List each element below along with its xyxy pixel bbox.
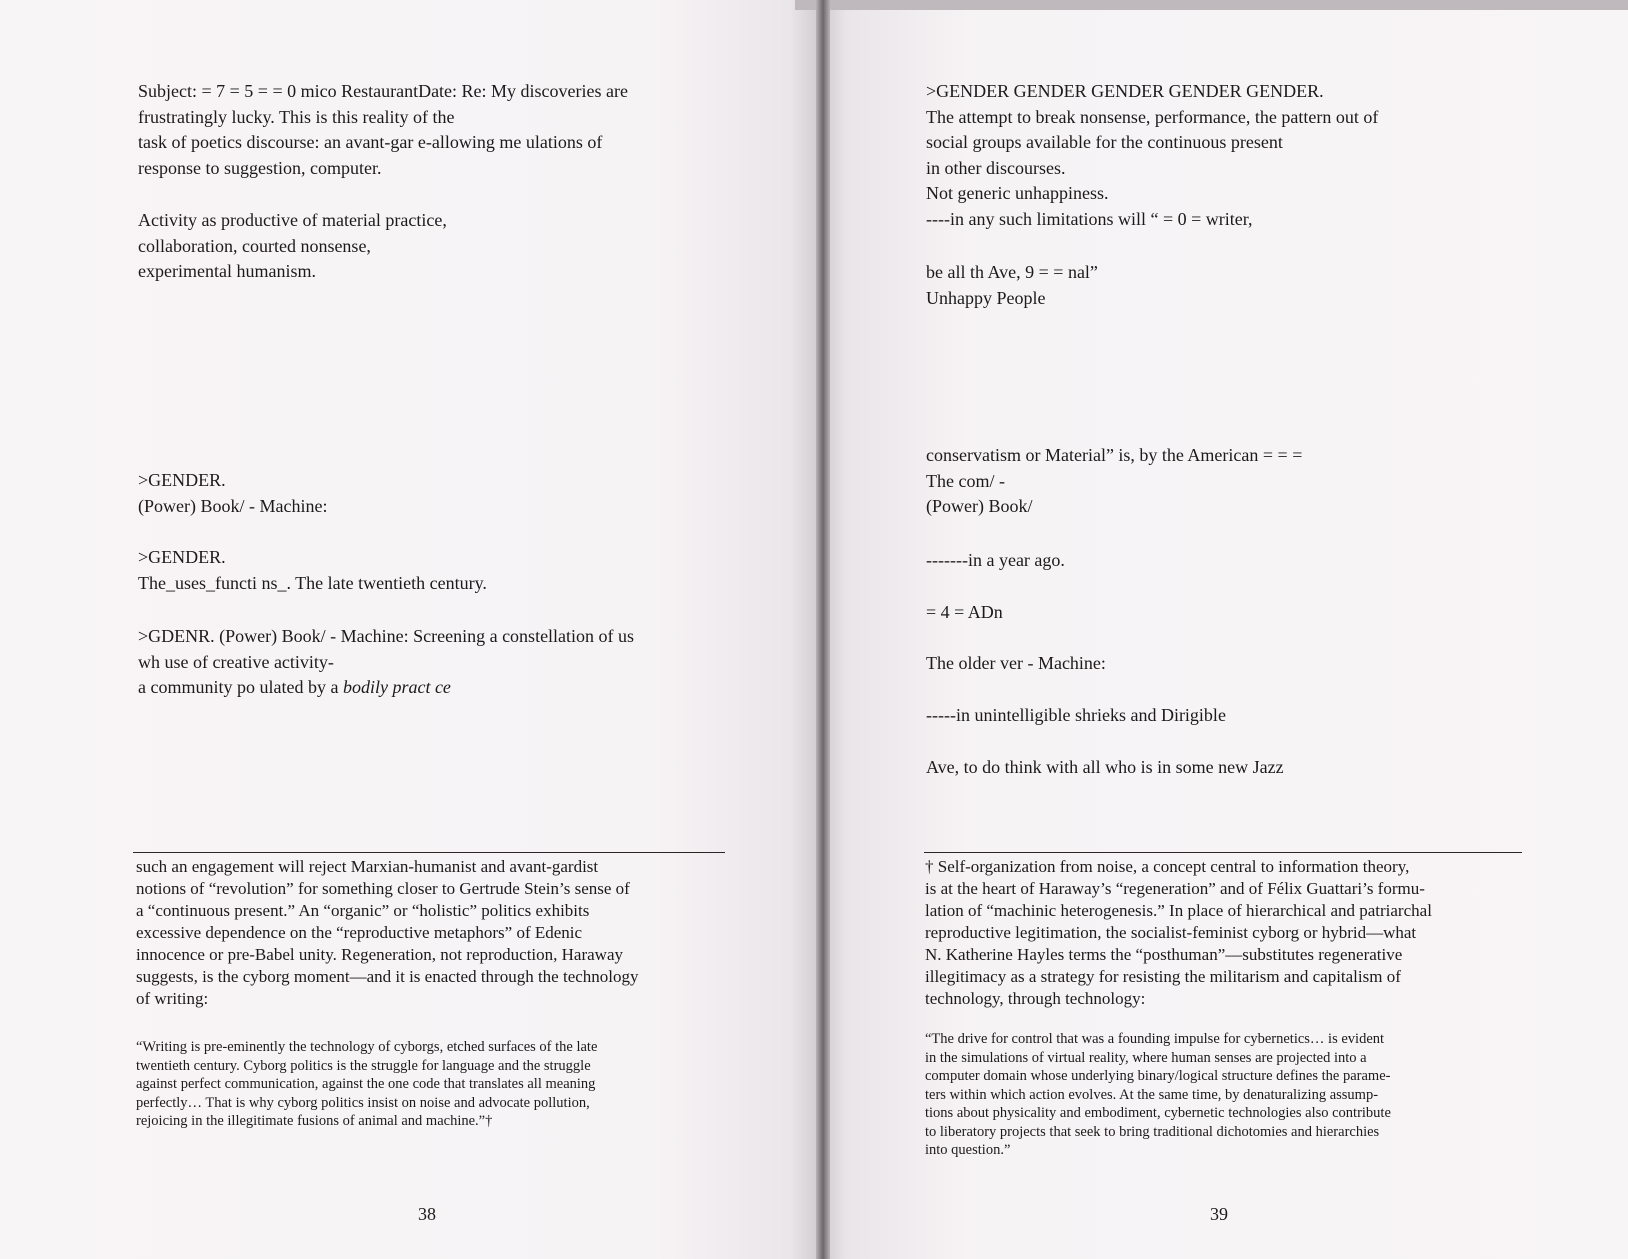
page-edge-shadow: [795, 0, 1628, 10]
right-block-quote: [925, 1030, 1391, 1160]
text-line: The older ver - Machine:: [926, 653, 1106, 673]
text-line: Ave, to do think with all who is in some new Jazz: [926, 757, 1284, 777]
quote-line: against perfect communication, against the one code that translates all meaning: [136, 1076, 596, 1092]
right-line-adn: [926, 600, 1003, 626]
footnote-line: illegitimacy as a strategy for resisting the militarism and capitalism of: [925, 967, 1401, 986]
text-line: The com/ -: [926, 470, 1005, 491]
right-paragraph-unhappy: [926, 260, 1098, 311]
footnote-line: is at the heart of Haraway’s “regeneration” and of Félix Guattari’s formu-: [925, 879, 1425, 898]
footnote-rule: [924, 852, 1522, 853]
text-line: (Power) Book/ - Machine:: [138, 495, 328, 516]
quote-line: tions about physicality and embodiment, cybernetic technologies also contribute: [925, 1105, 1391, 1121]
quote-line: rejoicing in the illegitimate fusions of animal and machine.”†: [136, 1113, 493, 1129]
text-line: >GDENR. (Power) Book/ - Machine: Screening a constellation of us: [138, 626, 635, 646]
quote-line: in the simulations of virtual reality, where human senses are projected into a: [925, 1049, 1367, 1066]
text-line: conservatism or Material” is, by the American = = =: [926, 445, 1303, 465]
quote-line: to liberatory projects that seek to bring traditional dichotomies and hierarchies: [925, 1123, 1380, 1140]
text-fragment: a community po ulated by a: [138, 677, 343, 697]
text-line: >GENDER.: [138, 547, 226, 567]
right-paragraph-gender: [926, 79, 1378, 232]
left-paragraph-subject: [138, 79, 628, 181]
text-line: Not generic unhappiness.: [926, 183, 1109, 203]
footnote-line: reproductive legitimation, the socialist-feminist cyborg or hybrid—what: [925, 923, 1417, 942]
text-line: >GENDER.: [138, 470, 226, 490]
text-line: response to suggestion, computer.: [138, 157, 382, 178]
footnote-line: † Self-organization from noise, a concept central to information theory,: [925, 857, 1410, 876]
book-gutter: [816, 0, 830, 1259]
footnote-line: N. Katherine Hayles terms the “posthuman”—substitutes regenerative: [925, 945, 1403, 964]
right-line-year: [926, 548, 1065, 574]
text-line: The attempt to break nonsense, performance, the pattern out of: [926, 106, 1379, 127]
right-line-shrieks: [926, 703, 1226, 729]
text-line: (Power) Book/: [926, 496, 1033, 516]
text-line: wh use of creative activity-: [138, 651, 334, 672]
text-line: Subject: = 7 = 5 = = 0 mico RestaurantDate: Re: My discoveries are: [138, 81, 628, 101]
footnote-line: lation of “machinic heterogenesis.” In place of hierarchical and patriarchal: [925, 901, 1432, 920]
right-line-older: [926, 651, 1106, 677]
left-paragraph-gender-one: [138, 468, 327, 519]
text-line: -----in unintelligible shrieks and Dirigible: [926, 705, 1226, 725]
text-line: Activity as productive of material practice,: [138, 210, 447, 230]
text-line-italic-ending: [138, 675, 634, 701]
text-line: collaboration, courted nonsense,: [138, 235, 371, 256]
text-line: social groups available for the continuous present: [926, 132, 1283, 152]
footnote-line: notions of “revolution” for something closer to Gertrude Stein’s sense of: [136, 879, 630, 898]
footnote-line: excessive dependence on the “reproductive metaphors” of Edenic: [136, 923, 583, 942]
quote-line: twentieth century. Cyborg politics is the struggle for language and the struggle: [136, 1057, 591, 1074]
page-number: 39: [1210, 1204, 1228, 1224]
right-paragraph-conservatism: [926, 443, 1302, 520]
text-line: frustratingly lucky. This is this reality of the: [138, 106, 455, 127]
italic-phrase: bodily pract ce: [342, 677, 451, 697]
right-footnote: [925, 856, 1432, 1010]
text-line: Unhappy People: [926, 287, 1046, 308]
text-line: ----in any such limitations will “ = 0 = writer,: [926, 208, 1253, 229]
quote-line: perfectly… That is why cyborg politics insist on noise and advocate pollution,: [136, 1094, 590, 1111]
left-footnote: [136, 856, 639, 1010]
footnote-line: of writing:: [136, 989, 209, 1008]
footnote-line: such an engagement will reject Marxian-humanist and avant-gardist: [136, 857, 599, 876]
quote-line: “The drive for control that was a founding impulse for cybernetics… is evident: [925, 1031, 1385, 1047]
text-line: in other discourses.: [926, 157, 1066, 178]
text-line: task of poetics discourse: an avant-gar e-allowing me ulations of: [138, 132, 603, 152]
quote-line: ters within which action evolves. At the same time, by denaturalizing assump-: [925, 1086, 1379, 1103]
quote-line: computer domain whose underlying binary/logical structure defines the parame-: [925, 1068, 1391, 1084]
right-line-jazz: [926, 755, 1284, 781]
quote-line: “Writing is pre-eminently the technology of cyborgs, etched surfaces of the late: [136, 1039, 598, 1055]
text-line: The_uses_functi ns_. The late twentieth century.: [138, 572, 487, 593]
footnote-rule: [133, 852, 725, 853]
footnote-line: innocence or pre-Babel unity. Regeneration, not reproduction, Haraway: [136, 945, 623, 964]
footnote-line: suggests, is the cyborg moment—and it is enacted through the technology: [136, 967, 639, 986]
text-line: experimental humanism.: [138, 261, 316, 281]
text-line: = 4 = ADn: [926, 602, 1003, 622]
text-line: -------in a year ago.: [926, 550, 1065, 570]
page-number: 38: [418, 1204, 436, 1224]
left-paragraph-gender-two: [138, 545, 487, 596]
text-line: be all th Ave, 9 = = nal”: [926, 262, 1098, 282]
text-line: >GENDER GENDER GENDER GENDER GENDER.: [926, 81, 1324, 101]
right-page: [822, 0, 1628, 1259]
quote-line: into question.”: [925, 1142, 1011, 1158]
footnote-line: a “continuous present.” An “organic” or “holistic” politics exhibits: [136, 901, 590, 920]
left-paragraph-activity: [138, 208, 447, 285]
footnote-line: technology, through technology:: [925, 989, 1146, 1008]
left-block-quote: [136, 1038, 597, 1131]
left-paragraph-gdenr: [138, 624, 634, 701]
